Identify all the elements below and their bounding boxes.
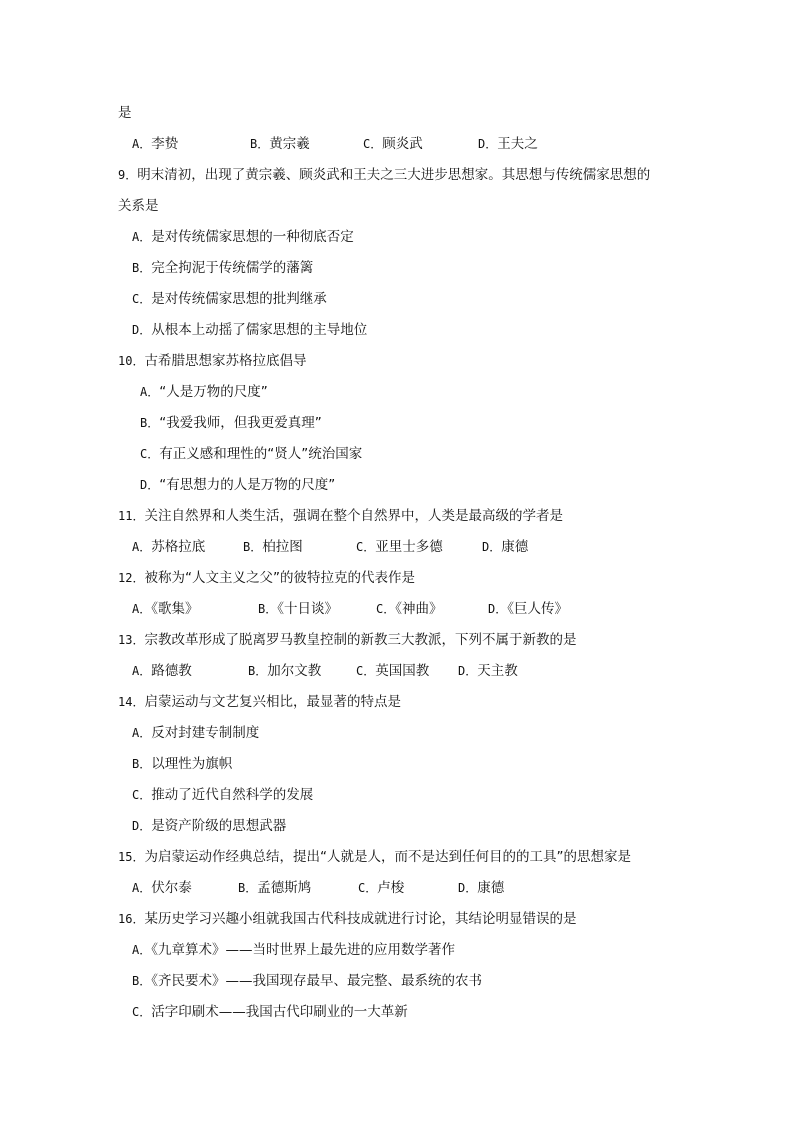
q10-option-c: C．有正义感和理性的“贤人”统治国家 — [140, 446, 363, 462]
q15-option-b: B．孟德斯鸠 — [238, 880, 312, 896]
q9-option-d: D．从根本上动摇了儒家思想的主导地位 — [132, 322, 368, 338]
q9-option-c: C．是对传统儒家思想的批判继承 — [132, 291, 327, 307]
q14-option-c: C．推动了近代自然科学的发展 — [132, 787, 314, 803]
q9-option-a: A．是对传统儒家思想的一种彻底否定 — [132, 229, 354, 245]
q16-option-a: A．《九章算术》——当时世界上最先进的应用数学著作 — [132, 942, 455, 958]
q9-option-b: B．完全拘泥于传统儒学的藩篱 — [132, 260, 314, 276]
q16-stem: 16．某历史学习兴趣小组就我国古代科技成就进行讨论，其结论明显错误的是 — [118, 911, 577, 927]
q12-option-a: A．《歌集》 — [132, 601, 199, 617]
q13-option-d: D．天主教 — [458, 663, 518, 679]
q15-option-c: C．卢梭 — [358, 880, 405, 896]
q10-option-b: B．“我爱我师，但我更爱真理” — [140, 415, 322, 431]
q8-option-a: A．李贽 — [132, 136, 179, 152]
q12-option-d: D．《巨人传》 — [488, 601, 568, 617]
q10-stem: 10．古希腊思想家苏格拉底倡导 — [118, 353, 307, 369]
q11-stem: 11．关注自然界和人类生活，强调在整个自然界中，人类是最高级的学者是 — [118, 508, 563, 524]
q8-option-c: C．顾炎武 — [363, 136, 423, 152]
q15-stem: 15．为启蒙运动作经典总结，提出“人就是人，而不是达到任何目的的工具”的思想家是 — [118, 849, 631, 865]
q14-option-a: A．反对封建专制制度 — [132, 725, 260, 741]
q8-option-d: D．王夫之 — [478, 136, 538, 152]
q14-stem: 14．启蒙运动与文艺复兴相比，最显著的特点是 — [118, 694, 401, 710]
q8-option-b: B．黄宗羲 — [250, 136, 310, 152]
q13-stem: 13．宗教改革形成了脱离罗马教皇控制的新教三大教派，下列不属于新教的是 — [118, 632, 577, 648]
q10-option-a: A．“人是万物的尺度” — [140, 384, 268, 400]
q9-stem-line2: 关系是 — [118, 198, 159, 214]
q12-option-c: C．《神曲》 — [376, 601, 443, 617]
q11-option-a: A．苏格拉底 — [132, 539, 206, 555]
q14-option-b: B．以理性为旗帜 — [132, 756, 233, 772]
q11-option-c: C．亚里士多德 — [356, 539, 443, 555]
q15-option-d: D．康德 — [458, 880, 505, 896]
q13-option-c: C．英国国教 — [356, 663, 430, 679]
q16-option-c: C．活字印刷术——我国古代印刷业的一大革新 — [132, 1004, 408, 1020]
q13-option-a: A．路德教 — [132, 663, 192, 679]
q9-stem: 9．明末清初，出现了黄宗羲、顾炎武和王夫之三大进步思想家。其思想与传统儒家思想的 — [118, 167, 651, 183]
q8-stem-continuation: 是 — [118, 105, 132, 121]
q10-option-d: D．“有思想力的人是万物的尺度” — [140, 477, 336, 493]
q11-option-d: D．康德 — [482, 539, 529, 555]
q16-option-b: B．《齐民要术》——我国现存最早、最完整、最系统的农书 — [132, 973, 482, 989]
q11-option-b: B．柏拉图 — [243, 539, 303, 555]
q12-stem: 12．被称为“人文主义之父”的彼特拉克的代表作是 — [118, 570, 415, 586]
q12-option-b: B．《十日谈》 — [258, 601, 338, 617]
q14-option-d: D．是资产阶级的思想武器 — [132, 818, 287, 834]
q13-option-b: B．加尔文教 — [248, 663, 322, 679]
q15-option-a: A．伏尔泰 — [132, 880, 192, 896]
